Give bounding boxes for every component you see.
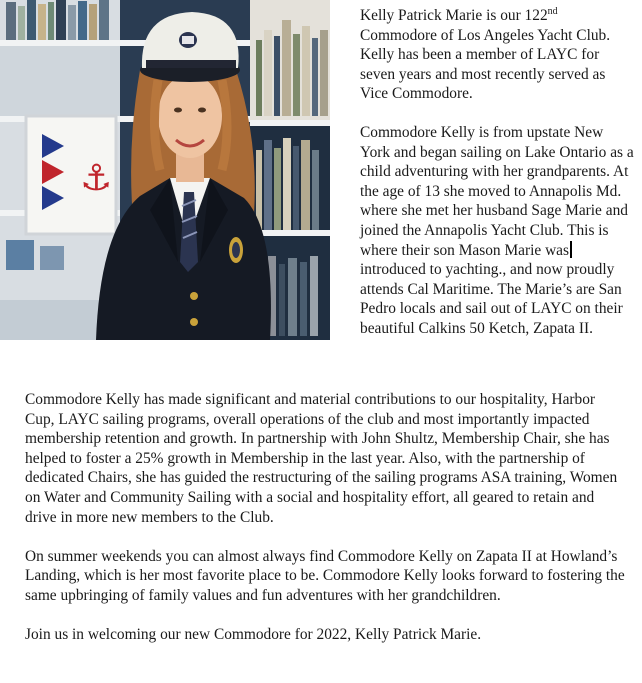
- intro-paragraph: [360, 6, 636, 104]
- intro-line-b: Commodore of Los Angeles Yacht Club. Kelly has been a member of LAYC for seven years and most recently served as Vice Commodore.: [360, 26, 611, 103]
- commodore-intro-column: [360, 6, 636, 358]
- contributions-paragraph: Commodore Kelly has made significant and material contributions to our hospitality, Harbor Cup, LAYC sailing programs, overall operations of the club and most importantly impacted membership retention and growth. In partnership with John Shultz, Membership Chair, she has helped to foster a 25% growth in Membership in the last year. Also, with the partnership of dedicated Chairs, she has guided the restructuring of the sailing programs ASA training, Women on Water and Community Sailing with a social and hospitality effort, all geared to retain and drive in more new members to the Club.: [25, 391, 618, 526]
- weekends-paragraph: On summer weekends you can almost always find Commodore Kelly on Zapata II at Howland’s Landing, which is her most favorite place to be. Commodore Kelly looks forward to fostering the same upbringing of family values and fun adventures with her grandchildren.: [25, 547, 625, 604]
- intro-line-a: Kelly Patrick Marie is our 122: [360, 7, 548, 24]
- text-cursor: [570, 241, 572, 258]
- gold-button: [190, 292, 198, 300]
- gold-button: [190, 318, 198, 326]
- ordinal-suffix: nd: [547, 5, 558, 17]
- svg-text:⚓: ⚓: [80, 158, 113, 199]
- framed-nautical-flag: [26, 116, 116, 234]
- background-text-a: Commodore Kelly is from upstate New York and began sailing on Lake Ontario as a child adventuring with her grandparents. At the age of 13 she moved to Annapolis Md. where she met her husband Sage Marie and joined the Annapolis Yacht Club. This is where their son Mason Marie was: [360, 123, 634, 259]
- commodore-portrait-photo: [0, 0, 330, 340]
- article-body: [25, 390, 625, 664]
- welcome-paragraph: Join us in welcoming our new Commodore for 2022, Kelly Patrick Marie.: [25, 626, 482, 644]
- background-paragraph: [360, 123, 636, 339]
- background-text-b: introduced to yachting., and now proudly attends Cal Maritime. The Marie’s are San Pedro locals and sail out of LAYC on their beautiful Calkins 50 Ketch, Zapata II.: [360, 261, 623, 337]
- portrait-illustration: [0, 0, 330, 340]
